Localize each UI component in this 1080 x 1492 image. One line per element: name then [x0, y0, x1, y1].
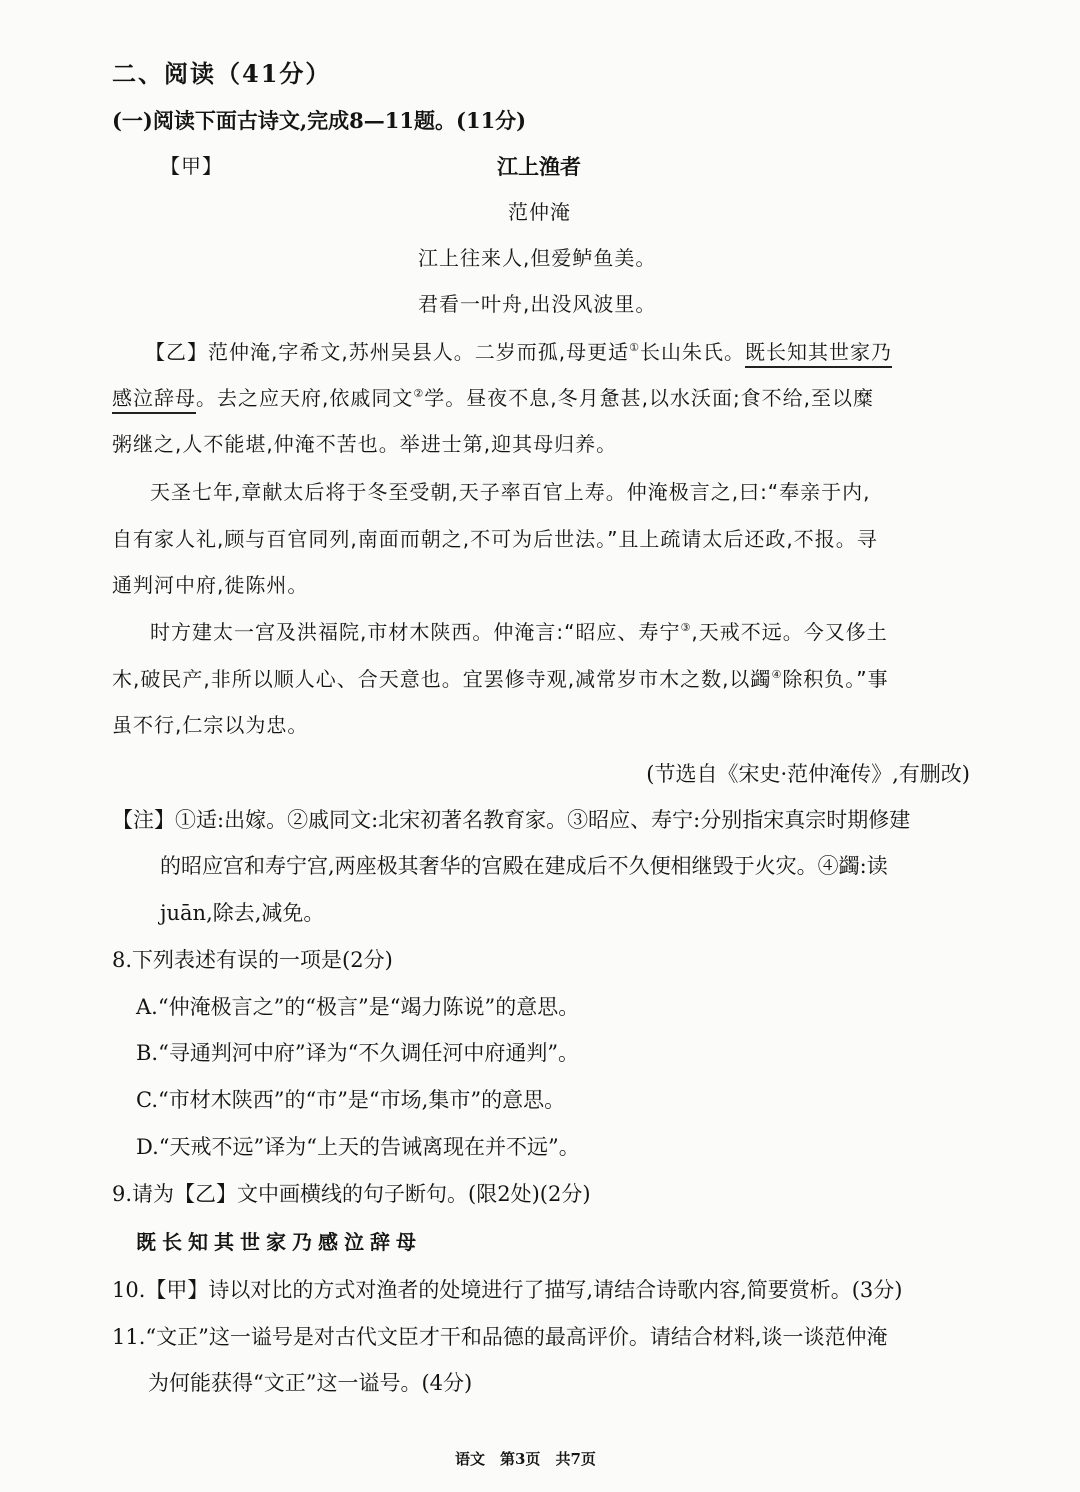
yi-text: 除积负。”事: [782, 667, 889, 691]
yi-paragraph-3-line-3: 虽不行,仁宗以为忠。: [112, 713, 309, 737]
poem-author: 范仲淹: [508, 200, 571, 224]
yi-text: 范仲淹,字希文,苏州吴县人。二岁而孤,母更适: [208, 340, 630, 364]
note-ref-4: ④: [771, 668, 783, 681]
yi-paragraph-1-line-3: 粥继之,人不能堪,仲淹不苦也。举进士第,迎其母归养。: [112, 432, 618, 456]
part-intro: (一)阅读下面古诗文,完成8—11题。(11分): [112, 108, 527, 133]
question-8-option-b: B.“寻通判河中府”译为“不久调任河中府通判”。: [136, 1041, 580, 1065]
yi-text: 时方建太一宫及洪福院,市材木陕西。仲淹言:“昭应、寿宁: [150, 620, 681, 644]
note-ref-1: ①: [629, 341, 640, 354]
yi-text: 木,破民产,非所以顺人心、合天意也。宜罢修寺观,减常岁市木之数,以蠲: [112, 667, 772, 691]
source-citation: (节选自《宋史·范仲淹传》,有删改): [646, 762, 970, 786]
question-10-stem: 10.【甲】诗以对比的方式对渔者的处境进行了描写,请结合诗歌内容,简要赏析。(3分): [112, 1278, 903, 1302]
yi-label: 【乙】: [145, 340, 208, 364]
yi-paragraph-3-line-2: [112, 669, 889, 689]
note-ref-2: ②: [413, 387, 425, 400]
poem-line-1: 江上往来人,但爱鲈鱼美。: [418, 246, 657, 270]
question-8-option-a: A.“仲淹极言之”的“极言”是“竭力陈说”的意思。: [136, 995, 580, 1019]
underlined-sentence-part-2: 感泣辞母: [112, 386, 196, 414]
yi-text: 学。昼夜不息,冬月惫甚,以水沃面;食不给,至以糜: [424, 386, 875, 410]
question-9-stem: 9.请为【乙】文中画横线的句子断句。(限2处)(2分): [112, 1182, 591, 1206]
yi-paragraph-1-line-1: [145, 342, 892, 362]
yi-text: ,天戒不远。今又侈土: [691, 620, 888, 644]
question-11-line-1: 11.“文正”这一谥号是对古代文臣才干和品德的最高评价。请结合材料,谈一谈范仲淹: [112, 1325, 888, 1349]
question-8-option-c: C.“市材木陕西”的“市”是“市场,集市”的意思。: [136, 1088, 566, 1112]
question-11-line-2: 为何能获得“文正”这一谥号。(4分): [148, 1371, 473, 1395]
page-footer: 语文 第3页 共7页: [455, 1450, 596, 1468]
yi-text: 长山朱氏。: [639, 340, 745, 364]
question-8-option-d: D.“天戒不远”译为“上天的告诫离现在并不远”。: [136, 1135, 580, 1159]
yi-paragraph-2-line-1: 天圣七年,章献太后将于冬至受朝,天子率百官上寿。仲淹极言之,曰:“奉亲于内,: [150, 480, 871, 504]
poem-title: 江上渔者: [497, 154, 581, 179]
yi-paragraph-2-line-3: 通判河中府,徙陈州。: [112, 573, 309, 597]
jia-label: 【甲】: [160, 154, 223, 178]
section-title: 二、阅读（41分）: [112, 59, 332, 88]
poem-line-2: 君看一叶舟,出没风波里。: [418, 292, 657, 316]
yi-text: 。去之应天府,依戚同文: [196, 386, 414, 410]
note-ref-3: ③: [680, 621, 692, 634]
notes-line-1: 【注】①适:出嫁。②戚同文:北宋初著名教育家。③昭应、寿宁:分别指宋真宗时期修建: [112, 808, 911, 832]
question-9-sentence: 既长知其世家乃感泣辞母: [136, 1230, 422, 1254]
yi-paragraph-1-line-2: [112, 388, 874, 408]
notes-line-2: 的昭应宫和寿宁宫,两座极其奢华的宫殿在建成后不久便相继毁于火灾。④蠲:读: [160, 854, 888, 878]
yi-paragraph-2-line-2: 自有家人礼,顾与百官同列,南面而朝之,不可为后世法。”且上疏请太后还政,不报。寻: [112, 527, 878, 551]
question-8-stem: 8.下列表述有误的一项是(2分): [112, 948, 393, 972]
underlined-sentence-part-1: 既长知其世家乃: [745, 340, 892, 368]
yi-paragraph-3-line-1: [150, 622, 888, 642]
notes-line-3: juān,除去,减免。: [160, 901, 325, 925]
